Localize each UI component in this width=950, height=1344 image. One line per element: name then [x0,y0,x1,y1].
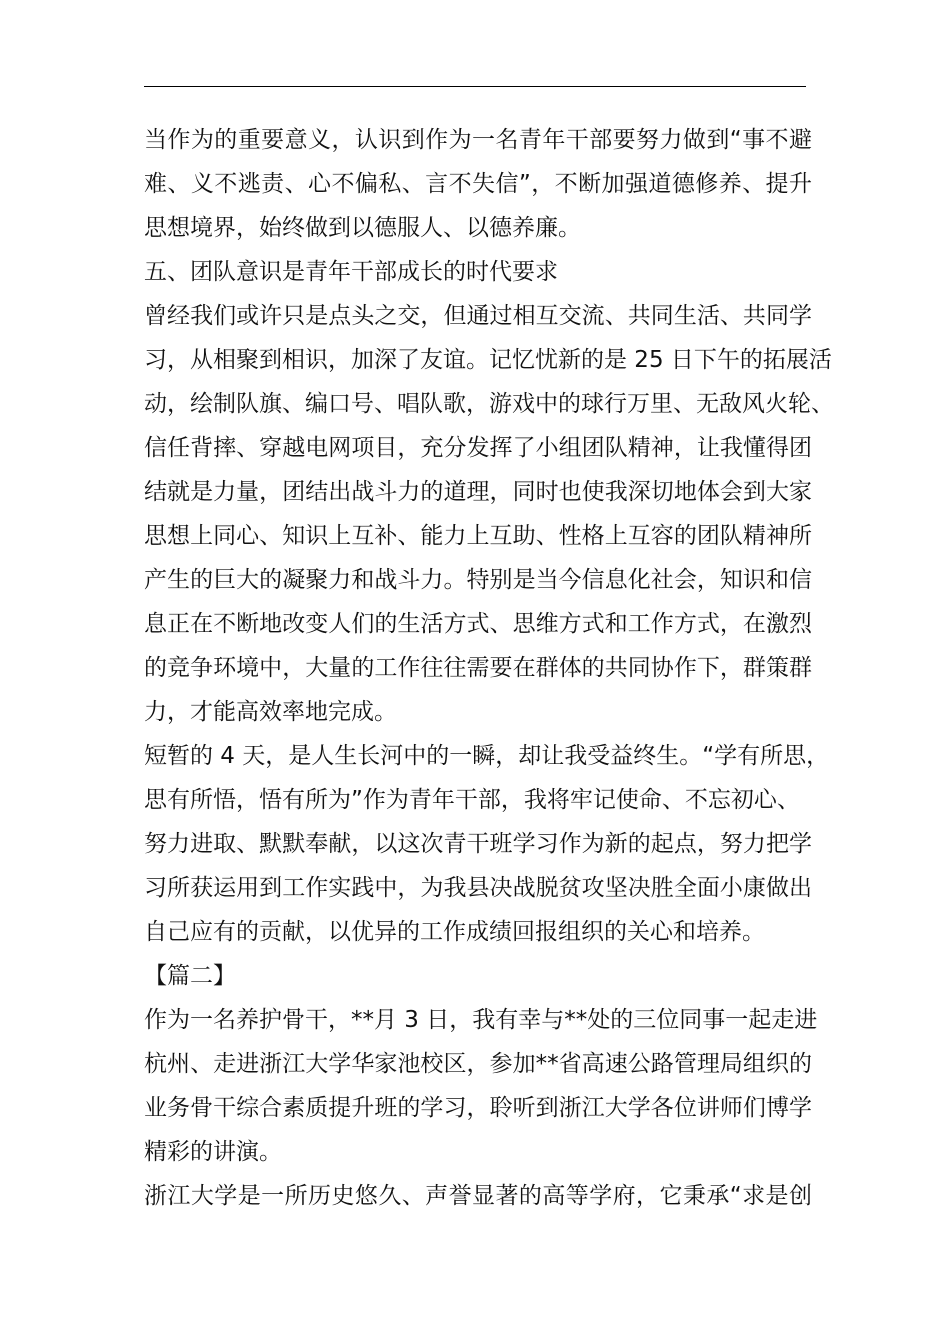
text-line: 产生的巨大的凝聚力和战斗力。特别是当今信息化社会，知识和信 [144,567,812,593]
text-line: 的竞争环境中，大量的工作往往需要在群体的共同协作下，群策群 [144,655,812,681]
text-line: 短暂的 4 天，是人生长河中的一瞬，却让我受益终生。“学有所思， [144,743,830,769]
text-line: 习，从相聚到相识，加深了友谊。记忆忧新的是 25 日下午的拓展活 [144,347,832,373]
text-line: 浙江大学是一所历史悠久、声誉显著的高等学府，它秉承“求是创 [144,1183,812,1209]
text-line: 息正在不断地改变人们的生活方式、思维方式和工作方式，在激烈 [144,611,812,637]
section-heading: 【篇二】 [144,963,236,989]
text-line: 努力进取、默默奉献，以这次青干班学习作为新的起点，努力把学 [144,831,812,857]
text-line: 思有所悟，悟有所为”作为青年干部，我将牢记使命、不忘初心、 [144,787,800,813]
text-line: 曾经我们或许只是点头之交，但通过相互交流、共同生活、共同学 [144,303,812,329]
text-line: 当作为的重要意义，认识到作为一名青年干部要努力做到“事不避 [144,127,812,153]
text-line: 杭州、走进浙江大学华家池校区，参加**省高速公路管理局组织的 [144,1051,812,1077]
text-line: 思想上同心、知识上互补、能力上互助、性格上互容的团队精神所 [144,523,812,549]
text-line: 自己应有的贡献，以优异的工作成绩回报组织的关心和培养。 [144,919,765,945]
text-line: 信任背摔、穿越电网项目，充分发挥了小组团队精神，让我懂得团 [144,435,812,461]
text-line: 结就是力量，团结出战斗力的道理，同时也使我深切地体会到大家 [144,479,812,505]
text-line: 业务骨干综合素质提升班的学习，聆听到浙江大学各位讲师们博学 [144,1095,812,1121]
text-line: 难、义不逃责、心不偏私、言不失信”，不断加强道德修养、提升 [144,171,812,197]
text-line: 思想境界，始终做到以德服人、以德养廉。 [144,215,581,241]
text-line: 精彩的讲演。 [144,1139,282,1165]
text-line: 习所获运用到工作实践中，为我县决战脱贫攻坚决胜全面小康做出 [144,875,812,901]
header-rule [144,86,806,87]
text-line: 作为一名养护骨干，**月 3 日，我有幸与**处的三位同事一起走进 [144,1007,818,1033]
text-line: 力，才能高效率地完成。 [144,699,397,725]
text-line: 动，绘制队旗、编口号、唱队歌，游戏中的球行万里、无敌风火轮、 [144,391,834,417]
section-heading: 五、团队意识是青年干部成长的时代要求 [144,259,558,285]
document-body [144,118,834,1218]
